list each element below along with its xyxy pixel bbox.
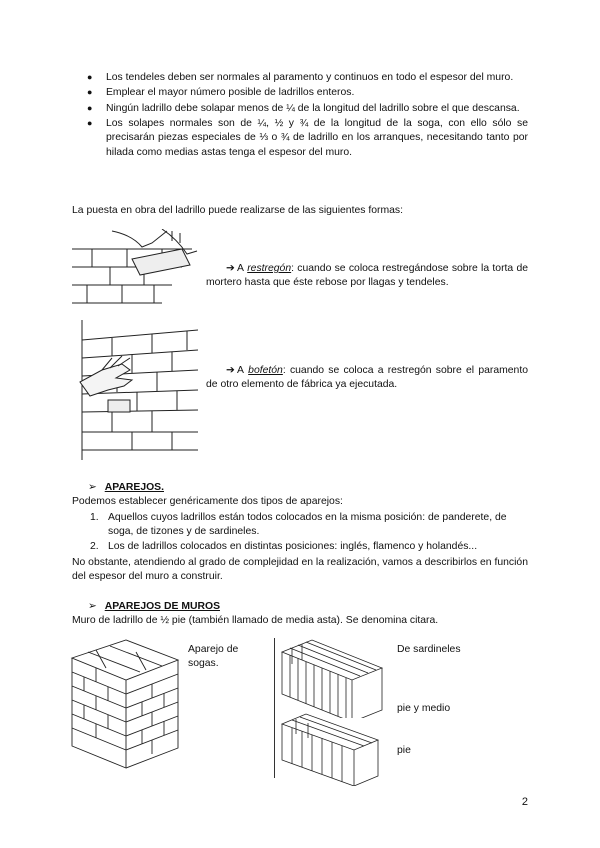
arrow-icon: ➔ A (226, 365, 244, 376)
arrowhead-icon: ➢ (88, 601, 97, 612)
caption-pie: pie (397, 745, 411, 756)
aparejos-list (72, 511, 528, 554)
caption-pie-y-medio: pie y medio (397, 703, 451, 714)
list-item: 2. Los de ladrillos colocados en distintas posiciones: inglés, flamenco y holandés... (90, 540, 478, 552)
method-restregon (206, 262, 528, 291)
method-bofeton-text: : cuando se coloca a restregón sobre el paramento de otro elemento de fábrica ya ejecutada. (206, 365, 528, 391)
arrow-icon: ➔ A (226, 263, 244, 274)
intro-paragraph: La puesta en obra del ladrillo puede realizarse de las siguientes formas: (72, 205, 403, 216)
caption-sardineles: De sardineles (397, 644, 461, 655)
term-restregon: restregón (247, 263, 292, 274)
method-bofeton (206, 364, 528, 393)
aparejos-closing: No obstante, atendiendo al grado de complejidad en la realización, vamos a describirlos en función del espesor del muro a construir. (72, 557, 528, 583)
heading-text: APAREJOS. (104, 482, 164, 493)
restregon-illustration (72, 229, 198, 309)
muros-subtitle: Muro de ladrillo de ½ pie (también llamado de media asta). Se denomina citara. (72, 615, 439, 626)
term-bofeton: bofetón (248, 365, 283, 376)
wall-pie-illustration (278, 712, 384, 786)
section-heading-aparejos (88, 481, 164, 495)
section-heading-muros (88, 600, 220, 614)
list-item: ● Emplear el mayor número posible de ladrillos enteros. (90, 86, 528, 100)
wall-sogas-illustration (66, 638, 180, 770)
method-restregon-text: : cuando se coloca restregándose sobre la torta de mortero hasta que éste rebose por llagas y tendeles. (206, 263, 529, 289)
page-number: 2 (521, 795, 528, 808)
list-item: ● Los tendeles deben ser normales al paramento y continuos en todo el espesor del muro. (90, 71, 528, 85)
list-item: ● Los solapes normales son de ¼, ½ y ¾ de la longitud de la soga, con ello sólo se precisarán piezas especiales de ⅓ o ¾ de ladrillo en los arranques, necesitando tanto por hilada como medias astas tenga el espesor del muro. (90, 117, 528, 160)
bofeton-illustration (72, 320, 198, 462)
aparejos-intro: Podemos establecer genéricamente dos tipos de aparejos: (72, 496, 343, 507)
wall-sardineles-illustration (278, 638, 384, 718)
caption-sogas: Aparejo de sogas. (188, 644, 239, 670)
list-item: 1. Aquellos cuyos ladrillos están todos colocados en la misma posición: de panderete, de soga, de tizones y de sardineles. (90, 512, 507, 538)
list-item: ● Ningún ladrillo debe solapar menos de ¼ de la longitud del ladrillo sobre el que descansa. (90, 102, 528, 116)
arrowhead-icon: ➢ (88, 482, 97, 493)
rules-list (90, 71, 528, 161)
heading-text: APAREJOS DE MUROS (104, 601, 220, 612)
divider (274, 638, 275, 778)
